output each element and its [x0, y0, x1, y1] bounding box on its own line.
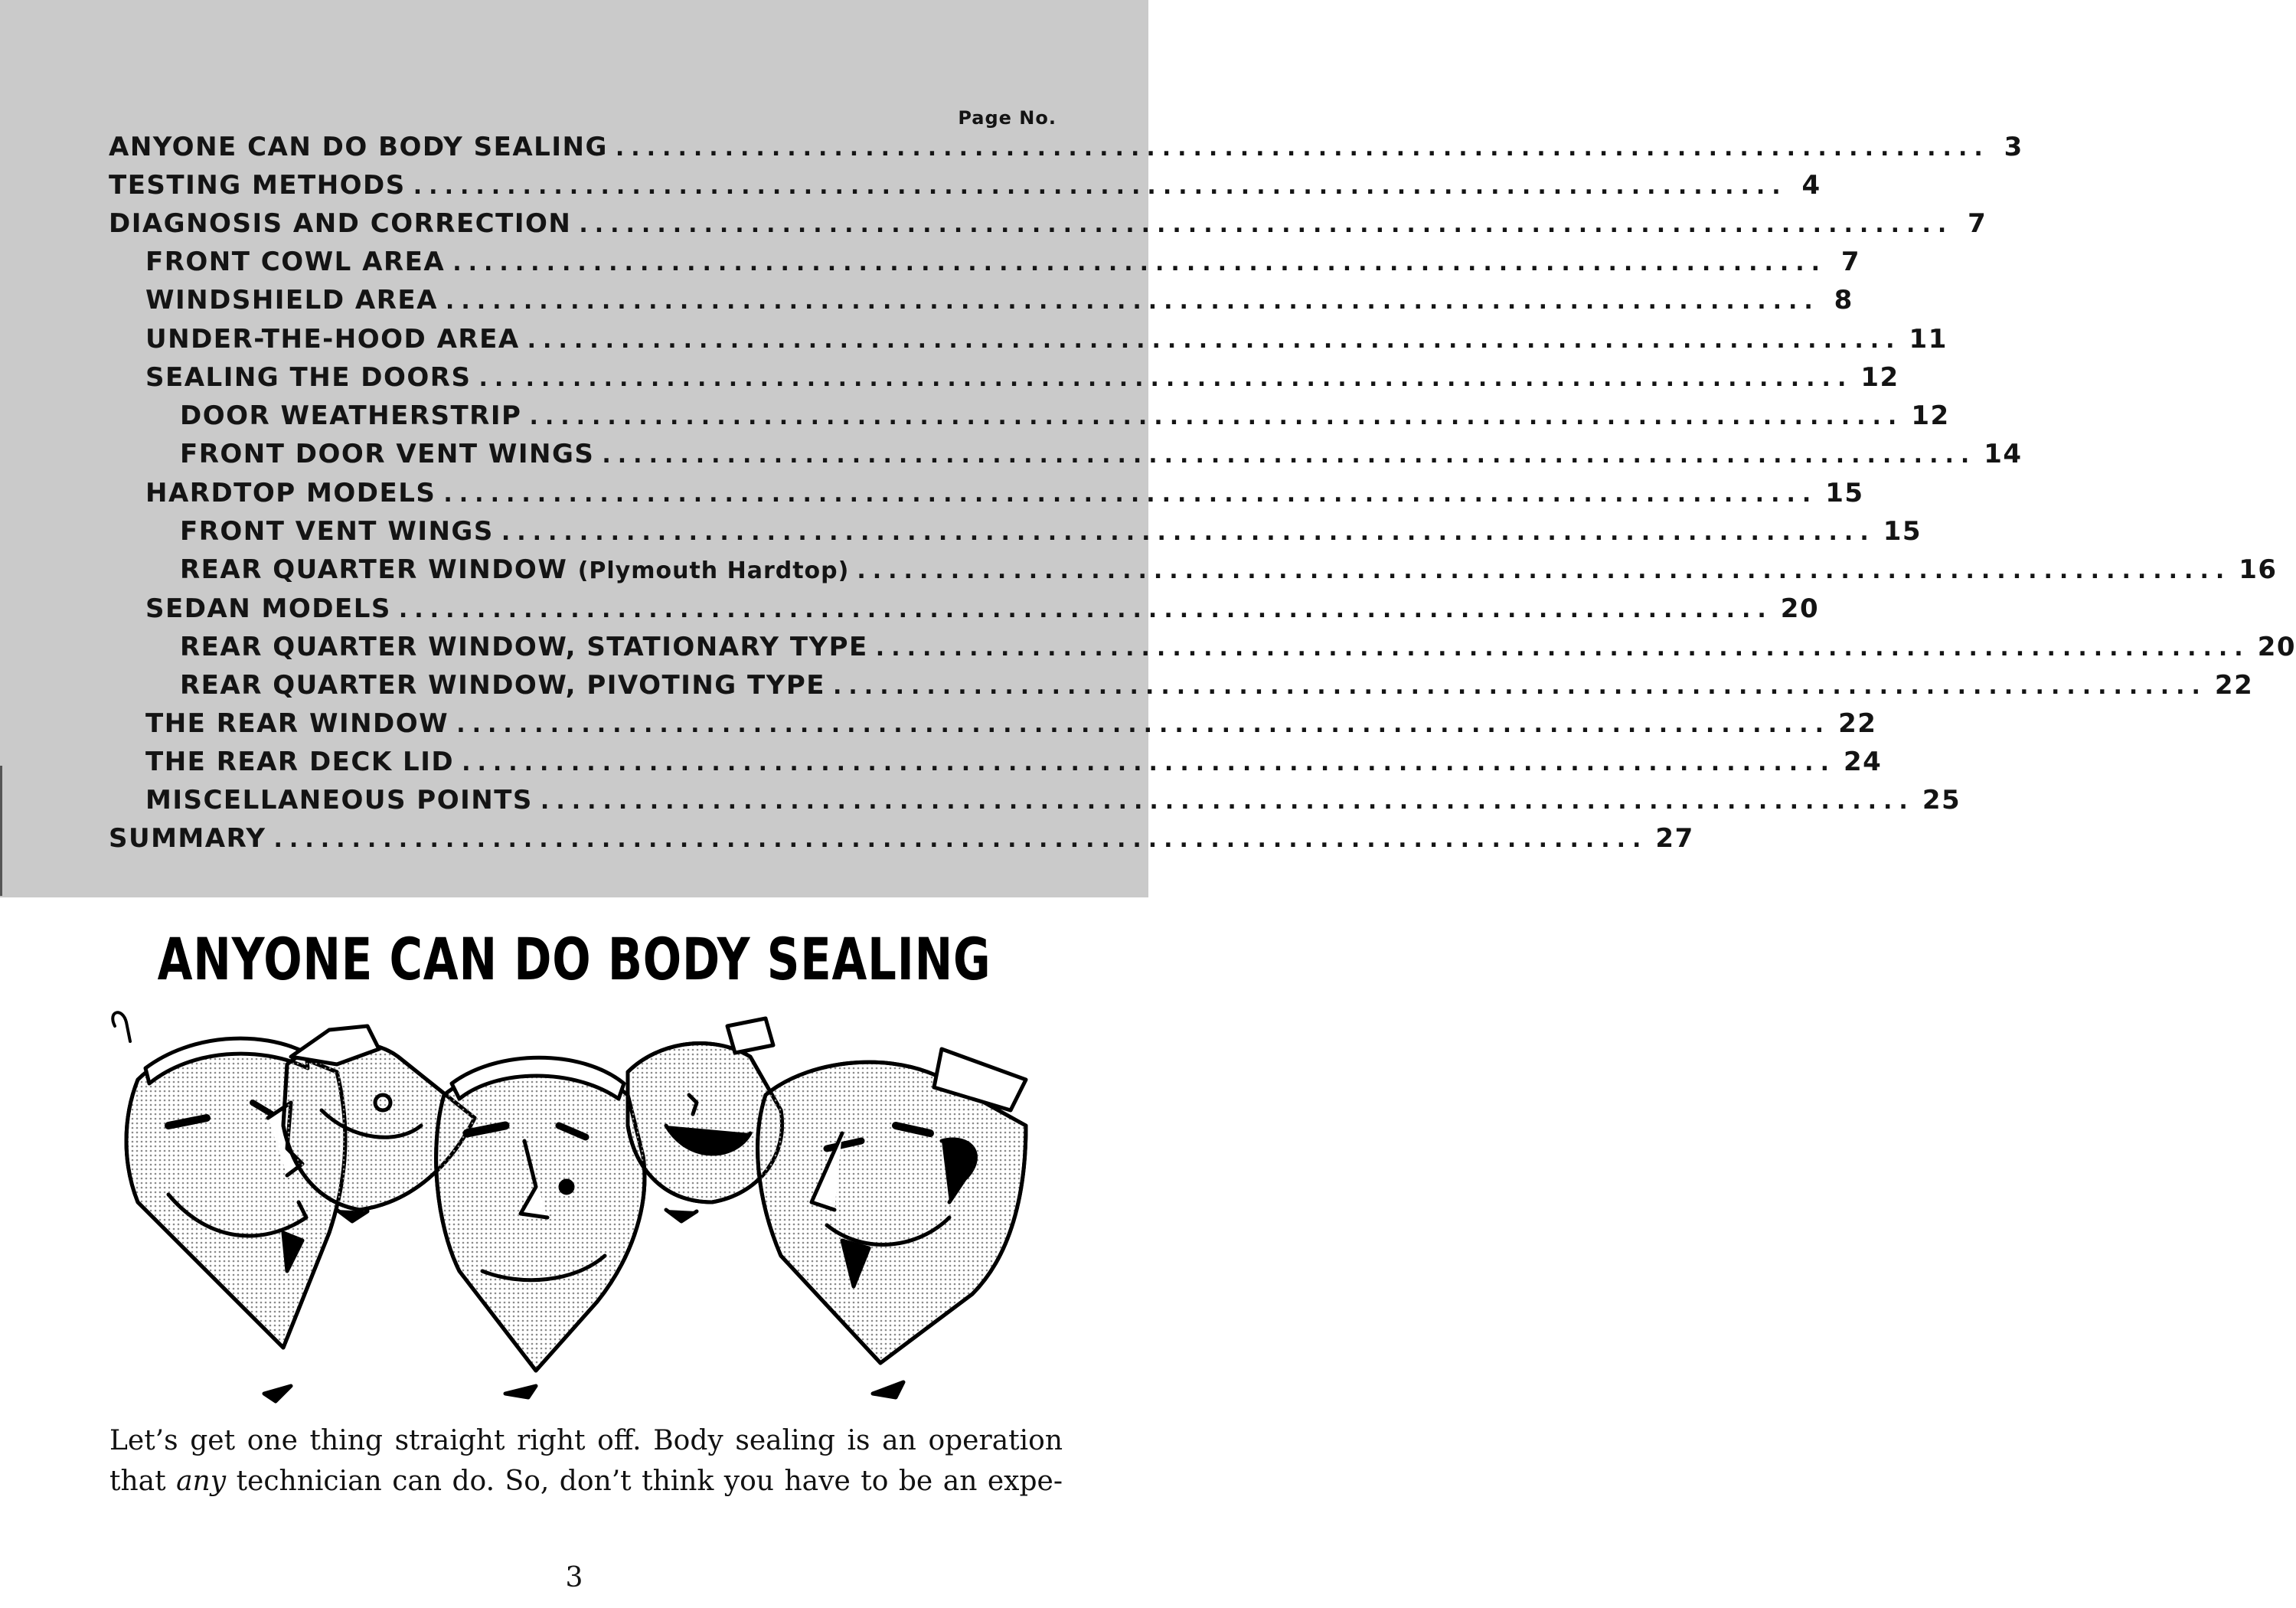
- toc-entry: FRONT VENT WINGS ........................................................................................ 15: [180, 516, 1922, 547]
- toc-entry: HARDTOP MODELS ........................................................................................ 15: [145, 478, 1864, 508]
- toc-entry: DIAGNOSIS AND CORRECTION ........................................................................................ 7: [109, 208, 1987, 239]
- toc-entry: THE REAR WINDOW ........................................................................................ 22: [145, 708, 1877, 739]
- toc-entry: SEALING THE DOORS ........................................................................................ 12: [145, 362, 1899, 393]
- toc-entry: MISCELLANEOUS POINTS ........................................................................................ 25: [145, 785, 1961, 815]
- toc-entry: SEDAN MODELS ........................................................................................ 20: [145, 593, 1820, 624]
- toc-entry: FRONT COWL AREA ........................................................................................ 7: [145, 247, 1861, 277]
- toc-entry: DOOR WEATHERSTRIP ........................................................................................ 12: [180, 400, 1950, 431]
- body-paragraph: [109, 1420, 1063, 1502]
- page-number: 3: [565, 1562, 583, 1593]
- face-right: [758, 1049, 1026, 1397]
- section-title: ANYONE CAN DO BODY SEALING: [157, 925, 991, 993]
- toc-entry: UNDER-THE-HOOD AREA ........................................................................................ 11: [145, 324, 1948, 355]
- toc-entry: REAR QUARTER WINDOW, PIVOTING TYPE ........................................................................................ 22: [180, 670, 2254, 701]
- toc-entry: THE REAR DECK LID ........................................................................................ 24: [145, 747, 1883, 777]
- cartoon-faces-illustration: [107, 1011, 1057, 1401]
- toc-entry: SUMMARY ........................................................................................ 27: [109, 823, 1694, 854]
- toc-entry: ANYONE CAN DO BODY SEALING ........................................................................................ 3: [109, 132, 2023, 162]
- body-line-1: Let’s get one thing straight right off. Body sealing is an operation: [109, 1425, 1063, 1456]
- body-line-2: that any technician can do. So, don’t think you have to be an expe-: [109, 1466, 1063, 1497]
- toc-entry: REAR QUARTER WINDOW (Plymouth Hardtop) ........................................................................................ 16: [180, 554, 2278, 585]
- toc-entry: FRONT DOOR VENT WINGS ........................................................................................ 14: [180, 439, 2023, 469]
- toc-entry: TESTING METHODS ........................................................................................ 4: [109, 170, 1821, 201]
- toc-entry: REAR QUARTER WINDOW, STATIONARY TYPE ........................................................................................ 20: [180, 632, 2296, 662]
- face-center: [436, 1057, 645, 1397]
- page-no-header: Page No.: [958, 107, 1057, 129]
- toc-entry: WINDSHIELD AREA ........................................................................................ 8: [145, 285, 1853, 315]
